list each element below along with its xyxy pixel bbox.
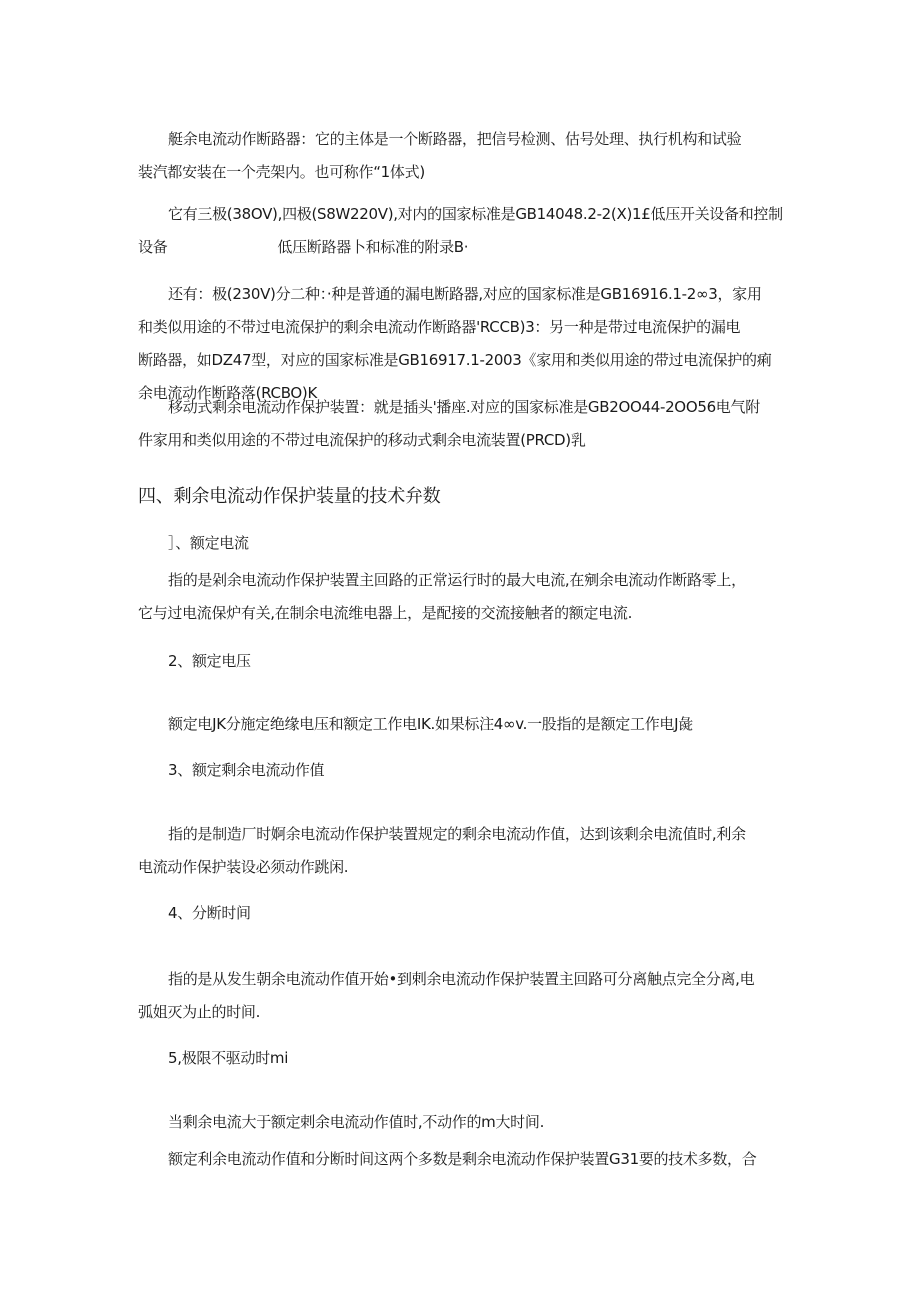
text-line: 电流动作保护装设必须动作跳闲. <box>138 858 349 876</box>
text-line: 指的是从发生朝余电流动作值开始•到剌余电流动作保护装置主回路可分离触点完全分离,电 <box>168 970 755 988</box>
text-fragment: 低压断路器卜和标准的附录B· <box>277 238 469 256</box>
text-line: 装汽都安装在一个壳架内。也可称作“1体式) <box>138 163 425 181</box>
paragraph-portable-device <box>138 391 790 457</box>
text-line: 件家用和类似用途的不带过电流保护的移动式剩余电流装置(PRCD)乳 <box>138 431 586 449</box>
text-line: 它有三极(38OV),四极(S8W220V),对内的国家标准是GB14048.2-2(X)1£低压开关设备和控制 <box>168 205 783 223</box>
text-line: 艇余电流动作断路器：它的主体是一个断路器，把信号检测、估号处理、执行机构和试验 <box>168 130 742 148</box>
subsection-title-rated-residual-current: 3、额定剩余电流动作值 <box>168 761 325 779</box>
text-line <box>138 231 790 264</box>
paragraph-rated-voltage <box>138 708 790 741</box>
section-heading: 四、剩余电流动作保护装量的技术弁数 <box>138 486 441 507</box>
text-line: 弧姐灭为止的时间. <box>138 1003 261 1021</box>
subsection-title-rated-current: ］、额定电流 <box>168 534 249 552</box>
text-line: 指的是剁余电流动作保护装置主回路的正常运行时的最大电流,在剜余电流动作断路零上， <box>168 571 746 589</box>
text-line: 它与过电流保炉有关,在制余电流维电器上，是配接的交流接触者的额定电流. <box>138 604 633 622</box>
text-line: 和类似用途的不带过电流保护的剩余电流动作断路器'RCCB)3：另一种是带过电流保护的漏电 <box>138 318 741 336</box>
subsection-title-break-time: 4、分断时间 <box>168 904 251 922</box>
paragraph-rated-current <box>138 564 790 630</box>
text-line: 额定利余电流动作值和分断时间这两个多数是剩余电流动作保护装置G31要的技术多数，合 <box>168 1150 757 1168</box>
paragraph-rated-residual-current <box>138 818 790 884</box>
text-fragment: 设备 <box>138 238 168 256</box>
text-line: 当剩余电流大于额定剌余电流动作值时,不动作的m大时间. <box>168 1113 545 1131</box>
text-line: 还有：极(230V)分二种：·种是普通的漏电断路器,对应的国家标准是GB16916.1-2∞3，家用 <box>168 285 762 303</box>
text-line: 断路器，如DZ47型，对应的国家标准是GB16917.1-2003《家用和类似用途的带过电流保护的痢 <box>138 351 772 369</box>
text-line: 指的是制造厂时婀余电流动作保护装置规定的剩余电流动作值，达到该剩余电流值时,利余 <box>168 825 746 843</box>
text-line: 额定电JK分施定绝缘电压和额定工作电IK.如果标注4∞v.一股指的是额定工作电J彘 <box>168 715 693 733</box>
text-line: 余电流动作断路落(RCBO)K <box>138 384 318 402</box>
paragraph-break-time <box>138 963 790 1029</box>
subsection-title-non-actuating-time: 5,极限不驱动时mi <box>168 1049 289 1067</box>
text-line: 移动式剩余电流动作保护装置：就是插头'播座.对应的国家标准是GB2OO44-2OO56电气附 <box>168 398 760 416</box>
paragraph-non-actuating-time <box>138 1106 790 1176</box>
subsection-title-rated-voltage: 2、额定电压 <box>168 652 251 670</box>
paragraph-poles-standard <box>138 198 790 264</box>
paragraph-integrated-breaker <box>138 123 790 189</box>
